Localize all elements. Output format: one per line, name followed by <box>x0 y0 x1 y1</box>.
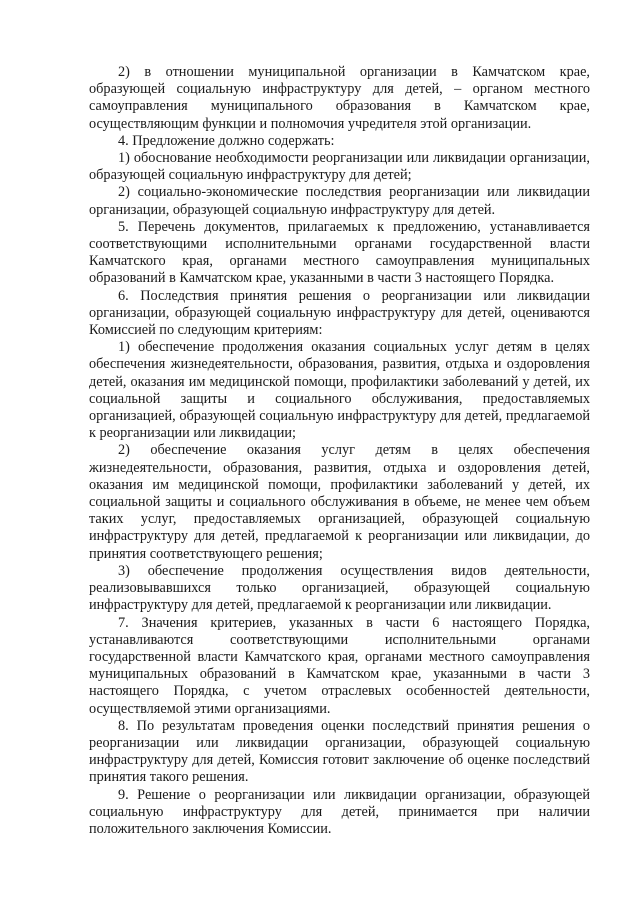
paragraph-6-item-3: 3) обеспечение продолжения осуществления видов деятельности, реализовывавшихся только организацией, образующей социальную инфраструктуру для детей, предлагаемой к реорганизации или ликвидации. <box>89 562 590 614</box>
paragraph-9: 9. Решение о реорганизации или ликвидации организации, образующей социальную инфраструктуру для детей, принимается при наличии положительного заключения Комиссии. <box>89 786 590 837</box>
paragraph-6: 6. Последствия принятия решения о реорганизации или ликвидации организации, образующей социальную инфраструктуру для детей, оцениваются Комиссией по следующим критериям: <box>89 287 590 339</box>
paragraph-item-2-municipal: 2) в отношении муниципальной организации в Камчатском крае, образующей социальную инфраструктуру для детей, – органом местного самоуправления муниципального образования в Камчатском крае, осуществляющим функции и полномочия учредителя этой организации. <box>89 64 590 132</box>
paragraph-5: 5. Перечень документов, прилагаемых к предложению, устанавливается соответствующими исполнительными органами государственной власти Камчатского края, органами местного самоуправления муниципальных образований в Камчатском крае, указанными в части 3 настоящего Порядка. <box>89 218 590 287</box>
paragraph-8: 8. По результатам проведения оценки последствий принятия решения о реорганизации или ликвидации организации, образующей социальную инфраструктуру для детей, Комиссия готовит заключение об оценке последствий принятия такого решения. <box>89 717 590 786</box>
paragraph-4-heading: 4. Предложение должно содержать: <box>118 132 335 149</box>
paragraph-7: 7. Значения критериев, указанных в части 6 настоящего Порядка, устанавливаются соответствующими исполнительными органами государственной власти Камчатского края, органами местного самоуправления муниципальных образований в Камчатском крае, указанными в части 3 настоящего Порядка, с учетом отраслевых особенностей деятельности, осуществляемой этими организациями. <box>89 614 590 717</box>
paragraph-4-item-2: 2) социально-экономические последствия реорганизации или ликвидации организации, образующей социальную инфраструктуру для детей. <box>89 184 590 218</box>
paragraph-6-item-1: 1) обеспечение продолжения оказания социальных услуг детям в целях обеспечения жизнедеятельности, образования, развития, отдыха и оздоровления детей, оказания им медицинской помощи, профилактики заболеваний у детей, их социальной защиты и социального обслуживания, предоставляемых организацией, образующей социальную инфраструктуру для детей, предлагаемой к реорганизации или ликвидации; <box>89 339 590 442</box>
paragraph-4-item-1: 1) обоснование необходимости реорганизации или ликвидации организации, образующей социальную инфраструктуру для детей; <box>89 150 590 184</box>
paragraph-6-item-2: 2) обеспечение оказания услуг детям в целях обеспечения жизнедеятельности, образования, развития, отдыха и оздоровления детей, оказания им медицинской помощи, профилактики заболеваний у детей, их социальной защиты и социального обслуживания в объеме, не менее чем объем таких услуг, предоставляемых организацией, образующей социальную инфраструктуру для детей, предлагаемой к реорганизации или ликвидации, до принятия соответствующего решения; <box>89 442 590 562</box>
